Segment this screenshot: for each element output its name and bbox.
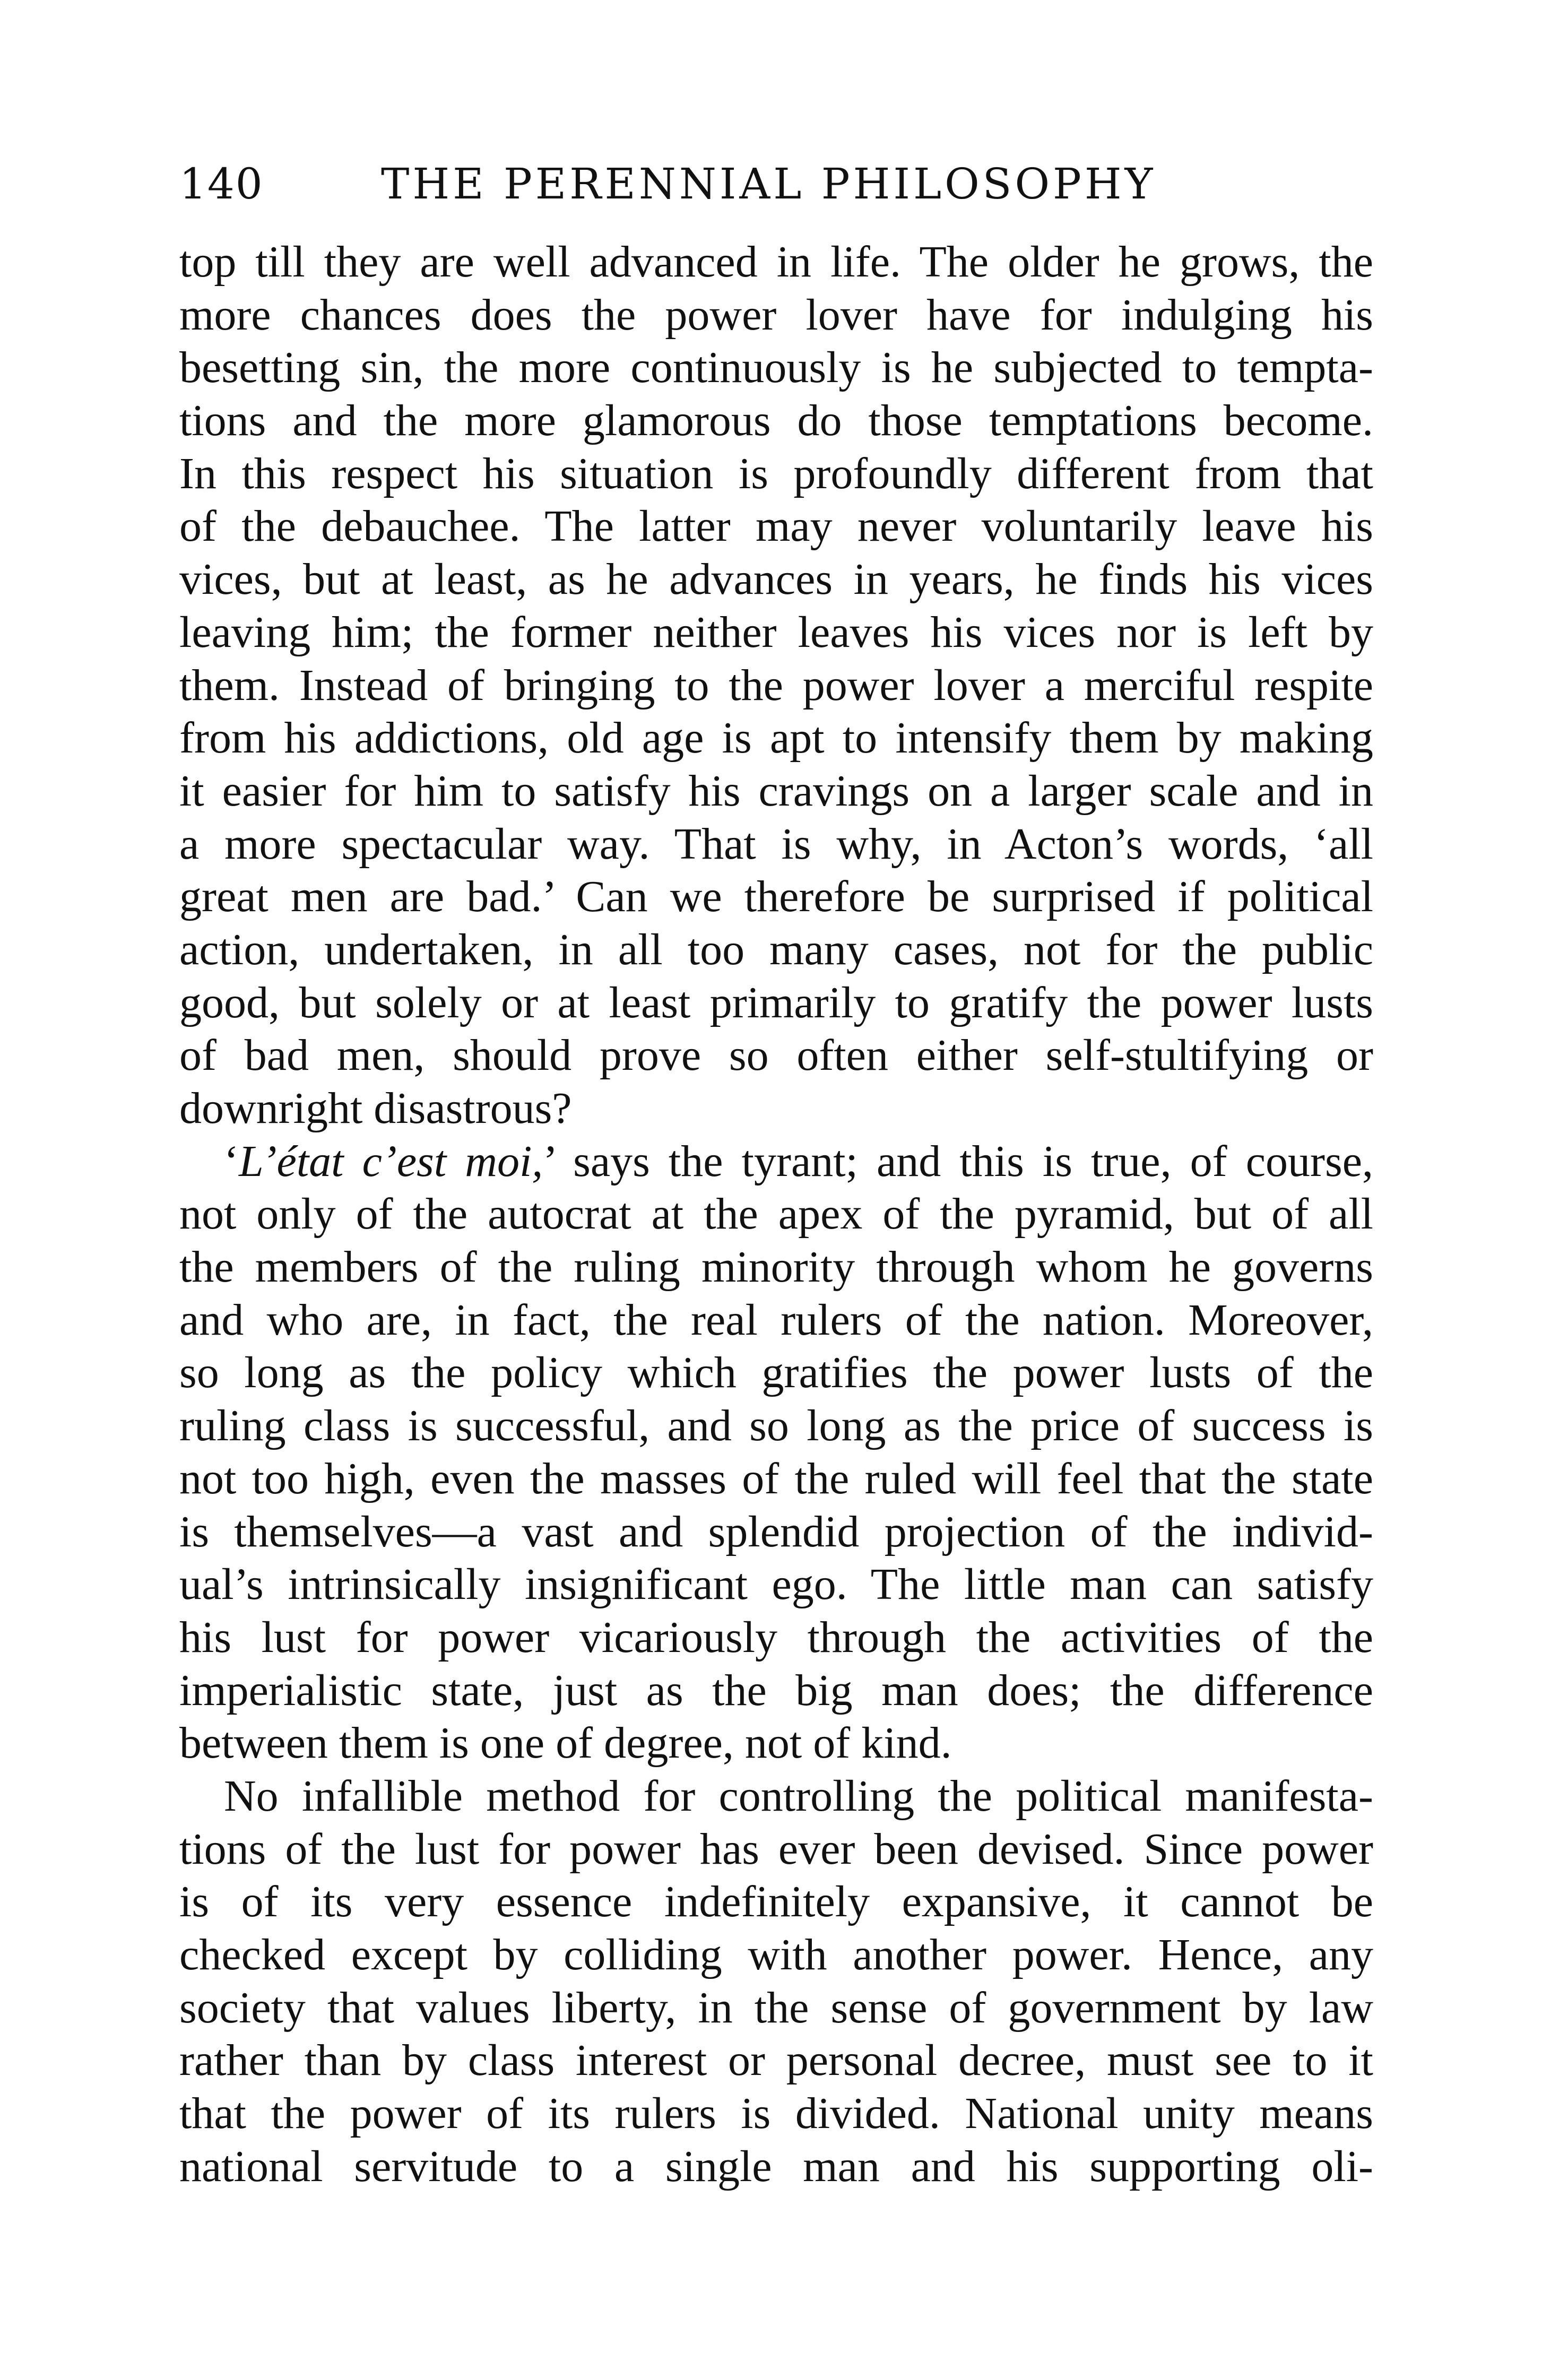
text-line: leaving him; the former neither leaves his vices nor is left by: [179, 607, 1373, 657]
text-line: so long as the policy which gratifies the power lusts of the: [179, 1348, 1373, 1398]
body-text: [179, 236, 1373, 2193]
text-line: his lust for power vicariously through the activities of the: [179, 1612, 1373, 1662]
text-line: more chances does the power lover have for indulging his: [179, 290, 1373, 340]
text-line: action, undertaken, in all too many cases, not for the public: [179, 924, 1373, 974]
text-line: them. Instead of bringing to the power lover a merciful respite: [179, 660, 1373, 710]
text-line: great men are bad.’ Can we therefore be surprised if political: [179, 872, 1373, 922]
text-line: the members of the ruling minority through whom he governs: [179, 1242, 1373, 1292]
paragraph-3: [179, 1770, 1373, 2193]
text-line: besetting sin, the more continuously is he subjected to tempta-: [179, 343, 1373, 393]
text-line: tions and the more glamorous do those temptations become.: [179, 396, 1373, 446]
text-line: downright disastrous?: [179, 1084, 572, 1133]
text-line: imperialistic state, just as the big man does; the difference: [179, 1665, 1373, 1715]
text-line: [179, 1135, 1373, 1188]
text-line: checked except by colliding with another power. Hence, any: [179, 1930, 1373, 1979]
text-line: good, but solely or at least primarily to gratify the power lusts: [179, 978, 1373, 1027]
text-line: and who are, in fact, the real rulers of the nation. Moreover,: [179, 1295, 1373, 1345]
text-line: not too high, even the masses of the ruled will feel that the state: [179, 1454, 1373, 1503]
text-line: national servitude to a single man and his supporting oli-: [179, 2141, 1373, 2191]
text-line: of bad men, should prove so often either self-stultifying or: [179, 1031, 1373, 1080]
paragraph-1: [179, 236, 1373, 1135]
text-line: not only of the autocrat at the apex of the pyramid, but of all: [179, 1189, 1373, 1239]
running-head: [179, 155, 1373, 213]
text-line: that the power of its rulers is divided. National unity means: [179, 2089, 1373, 2139]
text-line: is themselves—a vast and splendid projection of the individ-: [179, 1507, 1373, 1556]
running-title: THE PERENNIAL PHILOSOPHY: [381, 159, 1156, 209]
text-line: society that values liberty, in the sense of government by law: [179, 1983, 1373, 2032]
text-line: between them is one of degree, not of kind.: [179, 1718, 952, 1768]
text-line: is of its very essence indefinitely expansive, it cannot be: [179, 1877, 1373, 1927]
text-line: No infallible method for controlling the political manifesta-: [224, 1771, 1373, 1821]
text-line: a more spectacular way. That is why, in Acton’s words, ‘all: [179, 819, 1373, 869]
italic-quotation: L’état c’est moi,: [238, 1136, 543, 1186]
text-line: vices, but at least, as he advances in years, he finds his vices: [179, 555, 1373, 604]
quote-rest: ’ says the tyrant; and this is true, of course,: [543, 1136, 1373, 1186]
text-line: top till they are well advanced in life. The older he grows, the: [179, 237, 1373, 287]
paragraph-2: [179, 1135, 1373, 1770]
quote-open: ‘: [224, 1136, 239, 1186]
text-line: In this respect his situation is profoundly different from that: [179, 448, 1373, 498]
page-number: 140: [179, 159, 264, 209]
text-line: it easier for him to satisfy his cravings on a larger scale and in: [179, 766, 1373, 816]
text-line: of the debauchee. The latter may never voluntarily leave his: [179, 501, 1373, 551]
text-line: ual’s intrinsically insignificant ego. The little man can satisfy: [179, 1560, 1373, 1610]
text-line: ruling class is successful, and so long as the price of success is: [179, 1401, 1373, 1451]
text-line: from his addictions, old age is apt to intensify them by making: [179, 713, 1373, 763]
text-line: rather than by class interest or personal decree, must see to it: [179, 2036, 1373, 2086]
text-line: tions of the lust for power has ever been devised. Since power: [179, 1824, 1373, 1874]
